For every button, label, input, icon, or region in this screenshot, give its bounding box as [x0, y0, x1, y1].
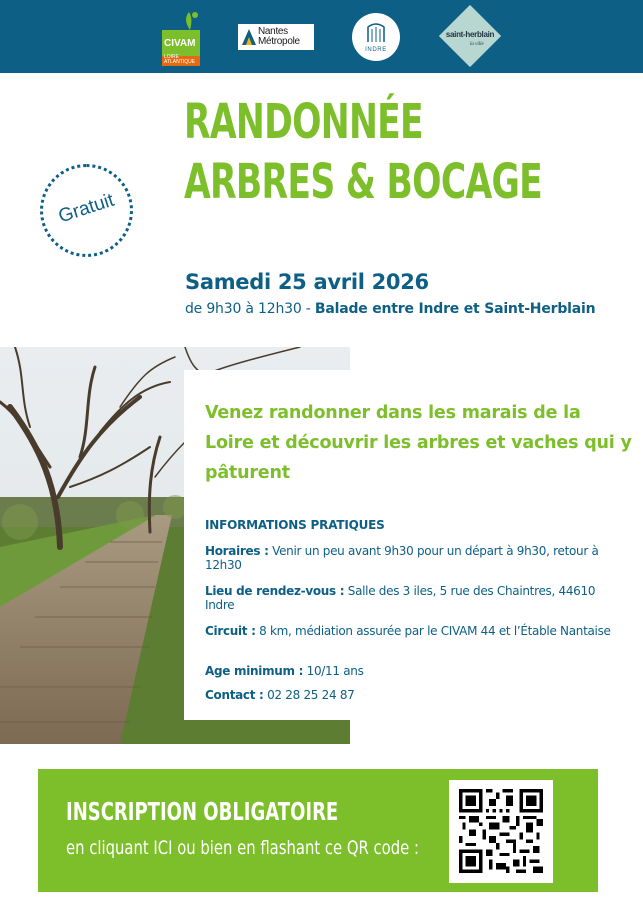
info-item-circuit	[205, 624, 625, 638]
info-value: Salle des 3 iles, 5 rue des Chaintres, 44610 Indre	[205, 584, 596, 612]
nantes-line2: Métropole	[258, 36, 300, 47]
indre-label: INDRE	[365, 47, 387, 53]
info-value: 02 28 25 24 87	[263, 688, 355, 702]
event-time: de 9h30 à 12h30 -	[185, 301, 315, 317]
info-label: Age minimum :	[205, 664, 304, 678]
event-subline	[185, 301, 595, 317]
saint-herblain-label: saint-herblain	[445, 30, 495, 39]
nantes-mark-icon	[241, 28, 257, 46]
saint-herblain-logo	[440, 6, 500, 66]
info-label: Contact :	[205, 688, 264, 702]
info-label: Lieu de rendez-vous :	[205, 584, 345, 598]
indre-mark-icon	[367, 21, 385, 43]
info-item-min-age	[205, 664, 625, 678]
civam-label: CIVAM	[164, 38, 196, 49]
saint-herblain-sub: la ville	[470, 42, 484, 47]
qr-code-icon	[459, 789, 543, 873]
page-title	[184, 92, 542, 212]
info-title: INFORMATIONS PRATIQUES	[205, 518, 385, 532]
registration-title: INSCRIPTION OBLIGATOIRE	[66, 797, 339, 826]
indre-logo	[352, 13, 400, 61]
civam-logo	[162, 10, 200, 66]
event-date: Samedi 25 avril 2026	[185, 270, 429, 294]
header-bar	[0, 0, 643, 73]
info-item-meeting-place	[205, 584, 625, 612]
info-value: Venir un peu avant 9h30 pour un départ à 9h30, retour à 12h30	[205, 544, 599, 572]
registration-link[interactable]: en cliquant ICI ou bien en flashant ce QR code :	[66, 837, 419, 859]
info-card	[184, 370, 643, 720]
info-value: 10/11 ans	[303, 664, 364, 678]
free-badge-text: Gratuit	[55, 189, 117, 228]
nantes-metropole-logo	[238, 24, 314, 50]
info-item-hours	[205, 544, 625, 572]
info-label: Circuit :	[205, 624, 256, 638]
event-place: Balade entre Indre et Saint-Herblain	[314, 301, 596, 317]
title-line-2: ARBRES & BOCAGE	[184, 154, 543, 210]
info-label: Horaires :	[205, 544, 269, 558]
civam-sub: LOIRE ATLANTIQUE	[164, 54, 196, 65]
info-item-contact	[205, 688, 625, 702]
registration-banner[interactable]	[38, 769, 598, 892]
info-value: 8 km, médiation assurée par le CIVAM 44 et l’Étable Nantaise	[255, 624, 611, 638]
lead-text: Venez randonner dans les marais de la Loire et découvrir les arbres et vaches qui y pâturent	[205, 403, 632, 483]
leaf-icon	[180, 10, 200, 30]
nantes-line1: Nantes	[258, 26, 288, 37]
title-line-1: RANDONNÉE	[184, 94, 423, 150]
free-badge	[40, 164, 133, 257]
qr-code[interactable]	[449, 780, 553, 883]
